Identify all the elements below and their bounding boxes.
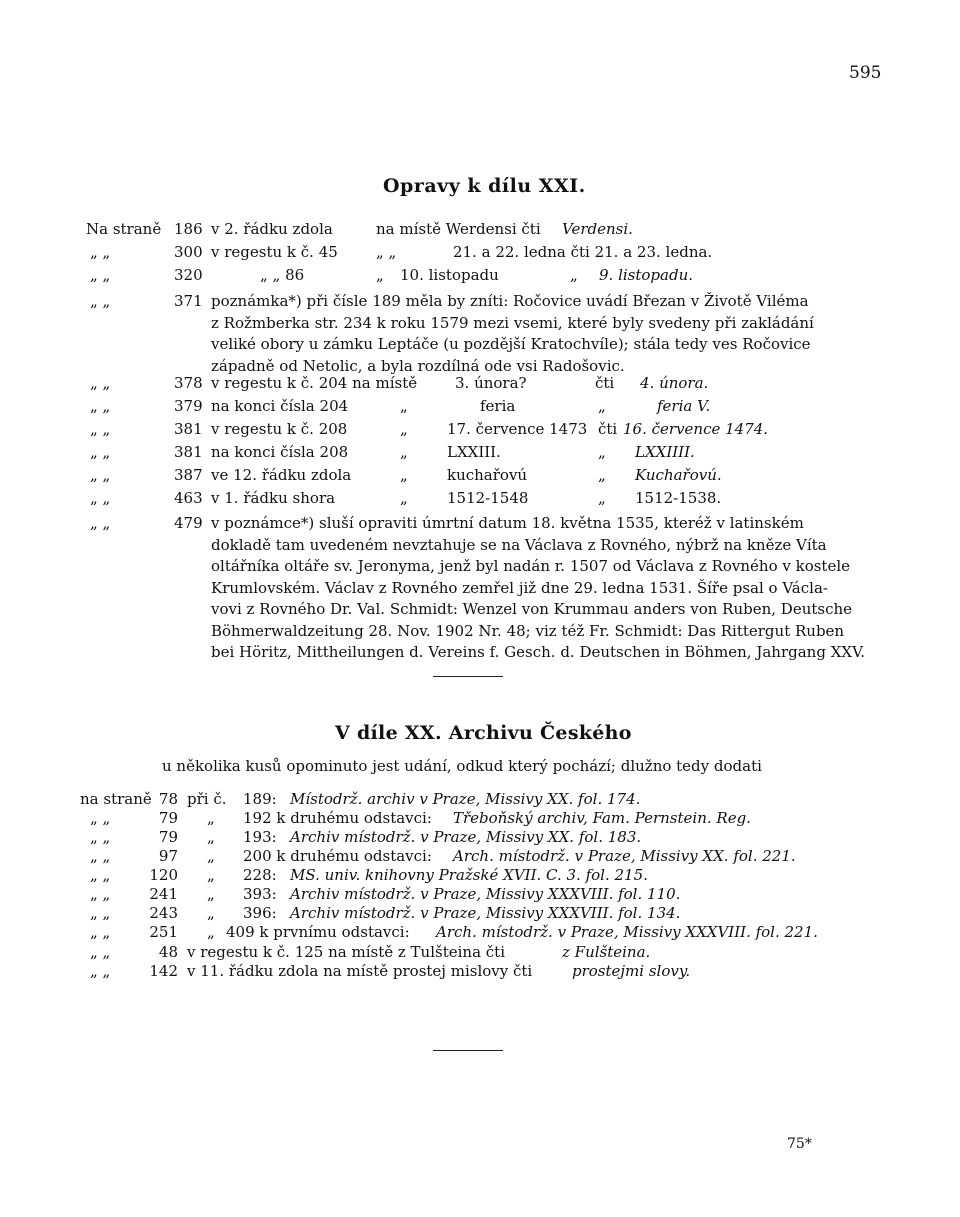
row-page: 78 xyxy=(158,790,178,808)
row-location: v regestu k č. 45 xyxy=(211,243,338,261)
row-original: LXXIII. xyxy=(447,443,501,461)
row-ditto: „ xyxy=(207,866,215,884)
row-instruction: na místě Werdensi čti xyxy=(376,220,541,238)
row-page: 463 xyxy=(174,489,203,507)
row-ditto: „ „ xyxy=(90,943,111,961)
row-ditto: „ „ xyxy=(90,489,111,507)
row-original: feria xyxy=(480,397,516,415)
row-page: 381 xyxy=(174,443,203,461)
row-ditto: „ xyxy=(207,847,215,865)
row-location: v 2. řádku zdola xyxy=(211,220,333,238)
note-line: Krumlovském. Václav z Rovného zemřel již dne 29. ledna 1531. Šíře psal o Václa- xyxy=(211,578,828,597)
row-ditto: „ „ xyxy=(90,420,111,438)
row-number: 396: xyxy=(243,904,277,922)
row-ditto: „ xyxy=(207,923,215,941)
row-ditto: „ „ xyxy=(90,266,111,284)
row-number: 192 k druhému odstavci: xyxy=(243,809,432,827)
note-line: Böhmerwaldzeitung 28. Nov. 1902 Nr. 48; viz též Fr. Schmidt: Das Rittergut Ruben xyxy=(211,621,845,640)
row-page: 48 xyxy=(158,943,178,961)
row-ditto: „ xyxy=(207,904,215,922)
row-correction: prostejmi slovy. xyxy=(572,962,691,980)
row-page: 320 xyxy=(174,266,203,284)
row-prefix: při č. xyxy=(187,790,227,808)
row-number: 228: xyxy=(243,866,277,884)
row-ditto: „ xyxy=(570,266,578,284)
note-line: západně od Netolic, a byla rozdílná ode vsi Radošovic. xyxy=(211,356,625,375)
row-original: 3. února? xyxy=(455,374,527,392)
row-number: 193: xyxy=(243,828,277,846)
row-instruction: v 11. řádku zdola na místě prostej mislovy čti xyxy=(187,962,533,980)
row-location: „ „ 86 xyxy=(260,266,305,284)
row-ditto: „ xyxy=(376,266,384,284)
row-original: 1512-1548 xyxy=(447,489,529,507)
row-location: na konci čísla 208 xyxy=(211,443,349,461)
note-line: z Rožmberka str. 234 k roku 1579 mezi vsemi, které byly svedeny při zakládání xyxy=(211,313,814,332)
note-line: veliké obory u zámku Leptáče (u pozdější Kratochvíle); stála tedy ves Ročovice xyxy=(211,335,811,353)
page-number: 595 xyxy=(849,63,882,83)
row-number: 200 k druhému odstavci: xyxy=(243,847,432,865)
row-page: 381 xyxy=(174,420,203,438)
row-ditto: „ xyxy=(400,397,408,415)
row-label: Na straně xyxy=(86,220,162,238)
row-correction: Kuchařovú. xyxy=(635,466,722,484)
row-correction: 9. listopadu. xyxy=(599,266,694,284)
row-page: 97 xyxy=(158,847,178,865)
note-page: 479 xyxy=(174,514,203,532)
row-correction: 16. července 1474. xyxy=(623,420,769,438)
row-ditto: „ xyxy=(400,443,408,461)
row-ditto: „ „ xyxy=(90,466,111,484)
row-ditto: „ xyxy=(207,828,215,846)
row-ditto: „ xyxy=(400,489,408,507)
note-ditto: „ „ xyxy=(90,514,111,532)
row-ditto: „ „ xyxy=(90,243,111,261)
row-page: 186 xyxy=(174,220,203,238)
row-ditto: „ xyxy=(598,466,606,484)
section-title-corrections-xxi: Opravy k dílu XXI. xyxy=(383,175,586,197)
row-correction: z Fulšteina. xyxy=(562,943,651,961)
row-location: ve 12. řádku zdola xyxy=(211,466,352,484)
row-number: 409 k prvnímu odstavci: xyxy=(226,923,410,941)
row-page: 120 xyxy=(149,866,178,884)
note-line: vovi z Rovného Dr. Val. Schmidt: Wenzel von Krummau anders von Ruben, Deutsche xyxy=(211,600,853,618)
row-page: 378 xyxy=(174,374,203,392)
row-page: 387 xyxy=(174,466,203,484)
row-location: v 1. řádku shora xyxy=(211,489,336,507)
row-correction: 21. a 22. ledna čti 21. a 23. ledna. xyxy=(453,243,713,261)
row-ditto: „ „ xyxy=(90,374,111,392)
row-ditto: „ „ xyxy=(90,923,111,941)
row-source: Archiv místodrž. v Praze, Missivy XX. fol. 183. xyxy=(290,828,642,846)
row-instruction: čti xyxy=(595,374,615,392)
row-ditto: „ xyxy=(400,466,408,484)
row-source: Archiv místodrž. v Praze, Missivy XXXVIII. fol. 134. xyxy=(290,904,681,922)
row-ditto: „ „ xyxy=(90,397,111,415)
note-page: 371 xyxy=(174,292,203,310)
row-instruction: v regestu k č. 125 na místě z Tulšteina čti xyxy=(187,943,506,961)
row-instruction: čti xyxy=(598,420,618,438)
row-original: 17. července 1473 xyxy=(447,420,588,438)
note-479-text xyxy=(211,513,877,664)
row-label: na straně xyxy=(80,790,152,808)
row-ditto: „ „ xyxy=(90,809,111,827)
row-correction: LXXIIII. xyxy=(635,443,695,461)
row-ditto: „ xyxy=(207,885,215,903)
row-page: 379 xyxy=(174,397,203,415)
section-title-archiv-xx: V díle XX. Archivu Českého xyxy=(335,722,632,744)
row-source: Místodrž. archiv v Praze, Missivy XX. fol. 174. xyxy=(290,790,641,808)
note-line: bei Höritz, Mittheilungen d. Vereins f. Gesch. d. Deutschen in Böhmen, Jahrgang XXV. xyxy=(211,643,866,661)
row-source: Arch. místodrž. v Praze, Missivy XX. fol. 221. xyxy=(453,847,796,865)
row-ditto: „ xyxy=(598,443,606,461)
row-page: 142 xyxy=(149,962,178,980)
note-371-text xyxy=(211,291,877,377)
row-source: Arch. místodrž. v Praze, Missivy XXXVIII. fol. 221. xyxy=(436,923,818,941)
row-ditto: „ „ xyxy=(90,847,111,865)
row-correction: 4. února. xyxy=(640,374,709,392)
row-number: 393: xyxy=(243,885,277,903)
row-ditto: „ xyxy=(598,489,606,507)
row-ditto: „ „ xyxy=(90,443,111,461)
row-location: na konci čísla 204 xyxy=(211,397,349,415)
row-location: v regestu k č. 208 xyxy=(211,420,348,438)
row-ditto: „ „ xyxy=(376,243,397,261)
row-ditto: „ „ xyxy=(90,962,111,980)
row-page: 79 xyxy=(158,809,178,827)
row-source: MS. univ. knihovny Pražské XVII. C. 3. fol. 215. xyxy=(290,866,648,884)
row-ditto: „ „ xyxy=(90,904,111,922)
section-divider xyxy=(433,676,503,677)
row-ditto: „ xyxy=(598,397,606,415)
row-page: 241 xyxy=(149,885,178,903)
row-ditto: „ „ xyxy=(90,828,111,846)
note-line: dokladě tam uvedeném nevztahuje se na Václava z Rovného, nýbrž na kněze Víta xyxy=(211,535,827,554)
row-location: v regestu k č. 204 na místě xyxy=(211,374,418,392)
row-source: Archiv místodrž. v Praze, Missivy XXXVIII. fol. 110. xyxy=(290,885,681,903)
row-original: kuchařovú xyxy=(447,466,528,484)
row-source: Třeboňský archiv, Fam. Pernstein. Reg. xyxy=(453,809,751,827)
row-ditto: „ „ xyxy=(90,866,111,884)
row-original: 10. listopadu xyxy=(400,266,499,284)
row-correction: feria V. xyxy=(657,397,711,415)
note-line: poznámka*) při čísle 189 měla by zníti: Ročovice uvádí Březan v Životě Viléma xyxy=(211,292,809,310)
row-correction: Verdensi. xyxy=(562,220,633,238)
row-page: 243 xyxy=(149,904,178,922)
section-subtitle: u několika kusů opominuto jest udání, odkud který pochází; dlužno tedy dodati xyxy=(162,757,762,775)
row-ditto: „ „ xyxy=(90,885,111,903)
row-page: 251 xyxy=(149,923,178,941)
note-line: v poznámce*) sluší opraviti úmrtní datum 18. května 1535, kteréž v latinském xyxy=(211,514,804,532)
row-number: 189: xyxy=(243,790,277,808)
row-ditto: „ xyxy=(207,809,215,827)
note-line: oltářníka oltáře sv. Jeronyma, jenž byl nadán r. 1507 od Václava z Rovného v kostele xyxy=(211,557,851,575)
row-page: 79 xyxy=(158,828,178,846)
row-page: 300 xyxy=(174,243,203,261)
row-correction: 1512-1538. xyxy=(635,489,722,507)
section-divider xyxy=(433,1050,503,1051)
signature-mark: 75* xyxy=(787,1136,812,1152)
row-ditto: „ xyxy=(400,420,408,438)
note-ditto: „ „ xyxy=(90,292,111,310)
